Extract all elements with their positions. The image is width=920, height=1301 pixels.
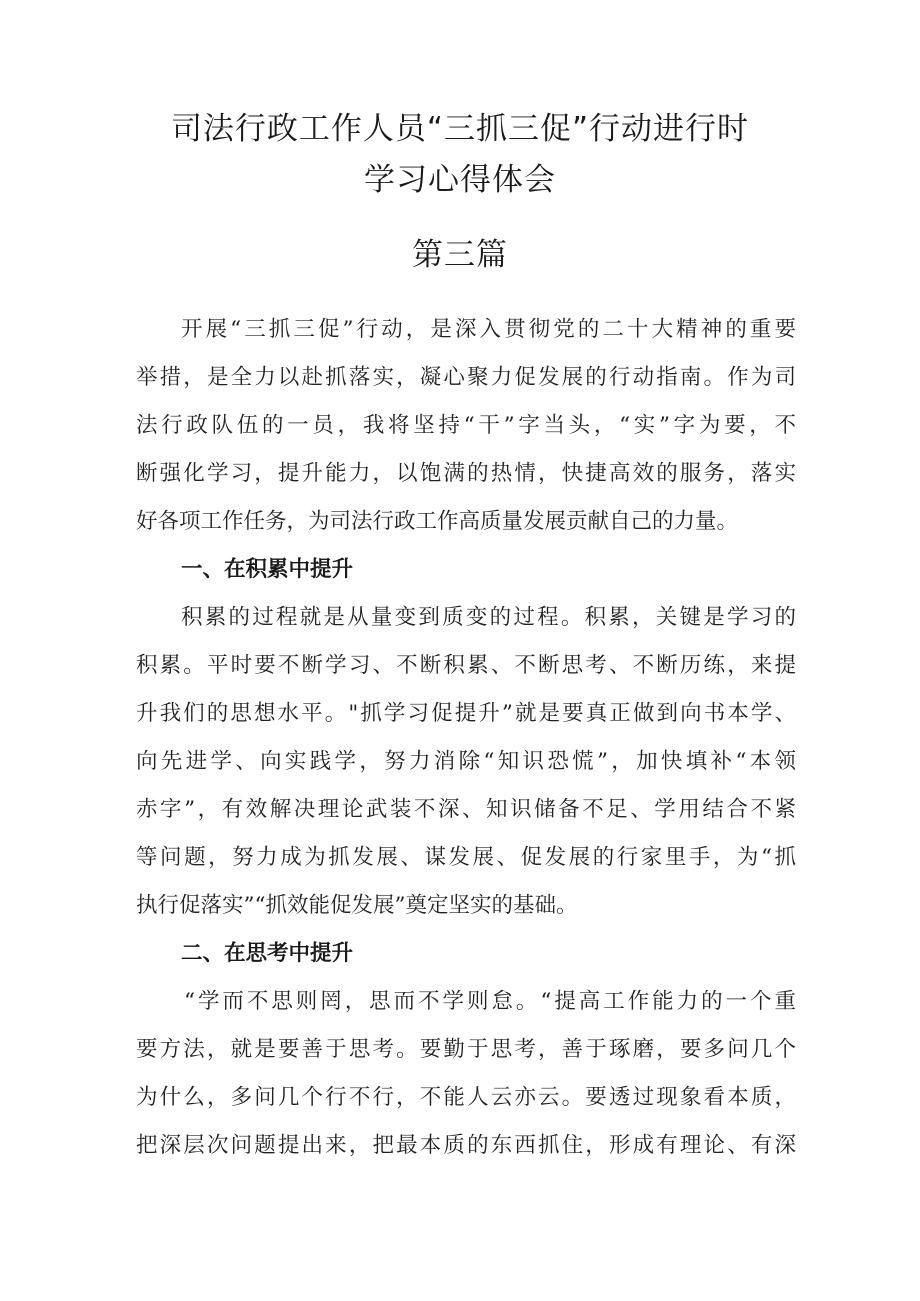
- section1-line: 执行促落实”“抓效能促发展”奠定坚实的基础。: [136, 893, 578, 918]
- intro-line: 开展“三抓三促”行动，是深入贯彻党的二十大精神的重要: [181, 317, 796, 342]
- intro-line: 举措，是全力以赴抓落实，凝心聚力促发展的行动指南。作为司: [136, 365, 796, 390]
- section1-line: 积累。平时要不断学习、不断积累、不断思考、不断历练，来提: [136, 653, 796, 678]
- section1-line: 向先进学、向实践学，努力消除“知识恐慌”，加快填补“本领: [136, 749, 796, 774]
- section1-line: 赤字”，有效解决理论武装不深、知识储备不足、学用结合不紧: [136, 797, 796, 822]
- section1-heading: 一、在积累中提升: [181, 557, 354, 582]
- intro-line: 法行政队伍的一员，我将坚持“干”字当头，“实”字为要，不: [136, 413, 796, 438]
- intro-line: 好各项工作任务，为司法行政工作高质量发展贡献自己的力量。: [136, 509, 739, 534]
- section1-line: 等问题，努力成为抓发展、谋发展、促发展的行家里手，为“抓: [136, 845, 796, 870]
- section1-line: 积累的过程就是从量变到质变的过程。积累，关键是学习的: [181, 605, 796, 630]
- intro-line: 断强化学习，提升能力，以饱满的热情，快捷高效的服务，落实: [136, 461, 796, 486]
- document-title-line1: 司法行政工作人员“三抓三促”行动进行时: [170, 111, 750, 147]
- section2-line: “学而不思则罔，思而不学则怠。“提高工作能力的一个重: [184, 989, 796, 1014]
- document-title-line2: 学习心得体会: [364, 162, 556, 198]
- section1-line: 升我们的思想水平。"抓学习促提升”就是要真正做到向书本学、: [136, 701, 796, 726]
- section2-line: 为什么，多问几个行不行，不能人云亦云。要透过现象看本质，: [136, 1085, 796, 1110]
- section2-heading: 二、在思考中提升: [181, 941, 354, 966]
- section2-line: 要方法，就是要善于思考。要勤于思考，善于琢磨，要多问几个: [136, 1037, 796, 1062]
- section2-line: 把深层次问题提出来，把最本质的东西抓住，形成有理论、有深: [136, 1133, 796, 1158]
- document-subtitle: 第三篇: [412, 237, 508, 273]
